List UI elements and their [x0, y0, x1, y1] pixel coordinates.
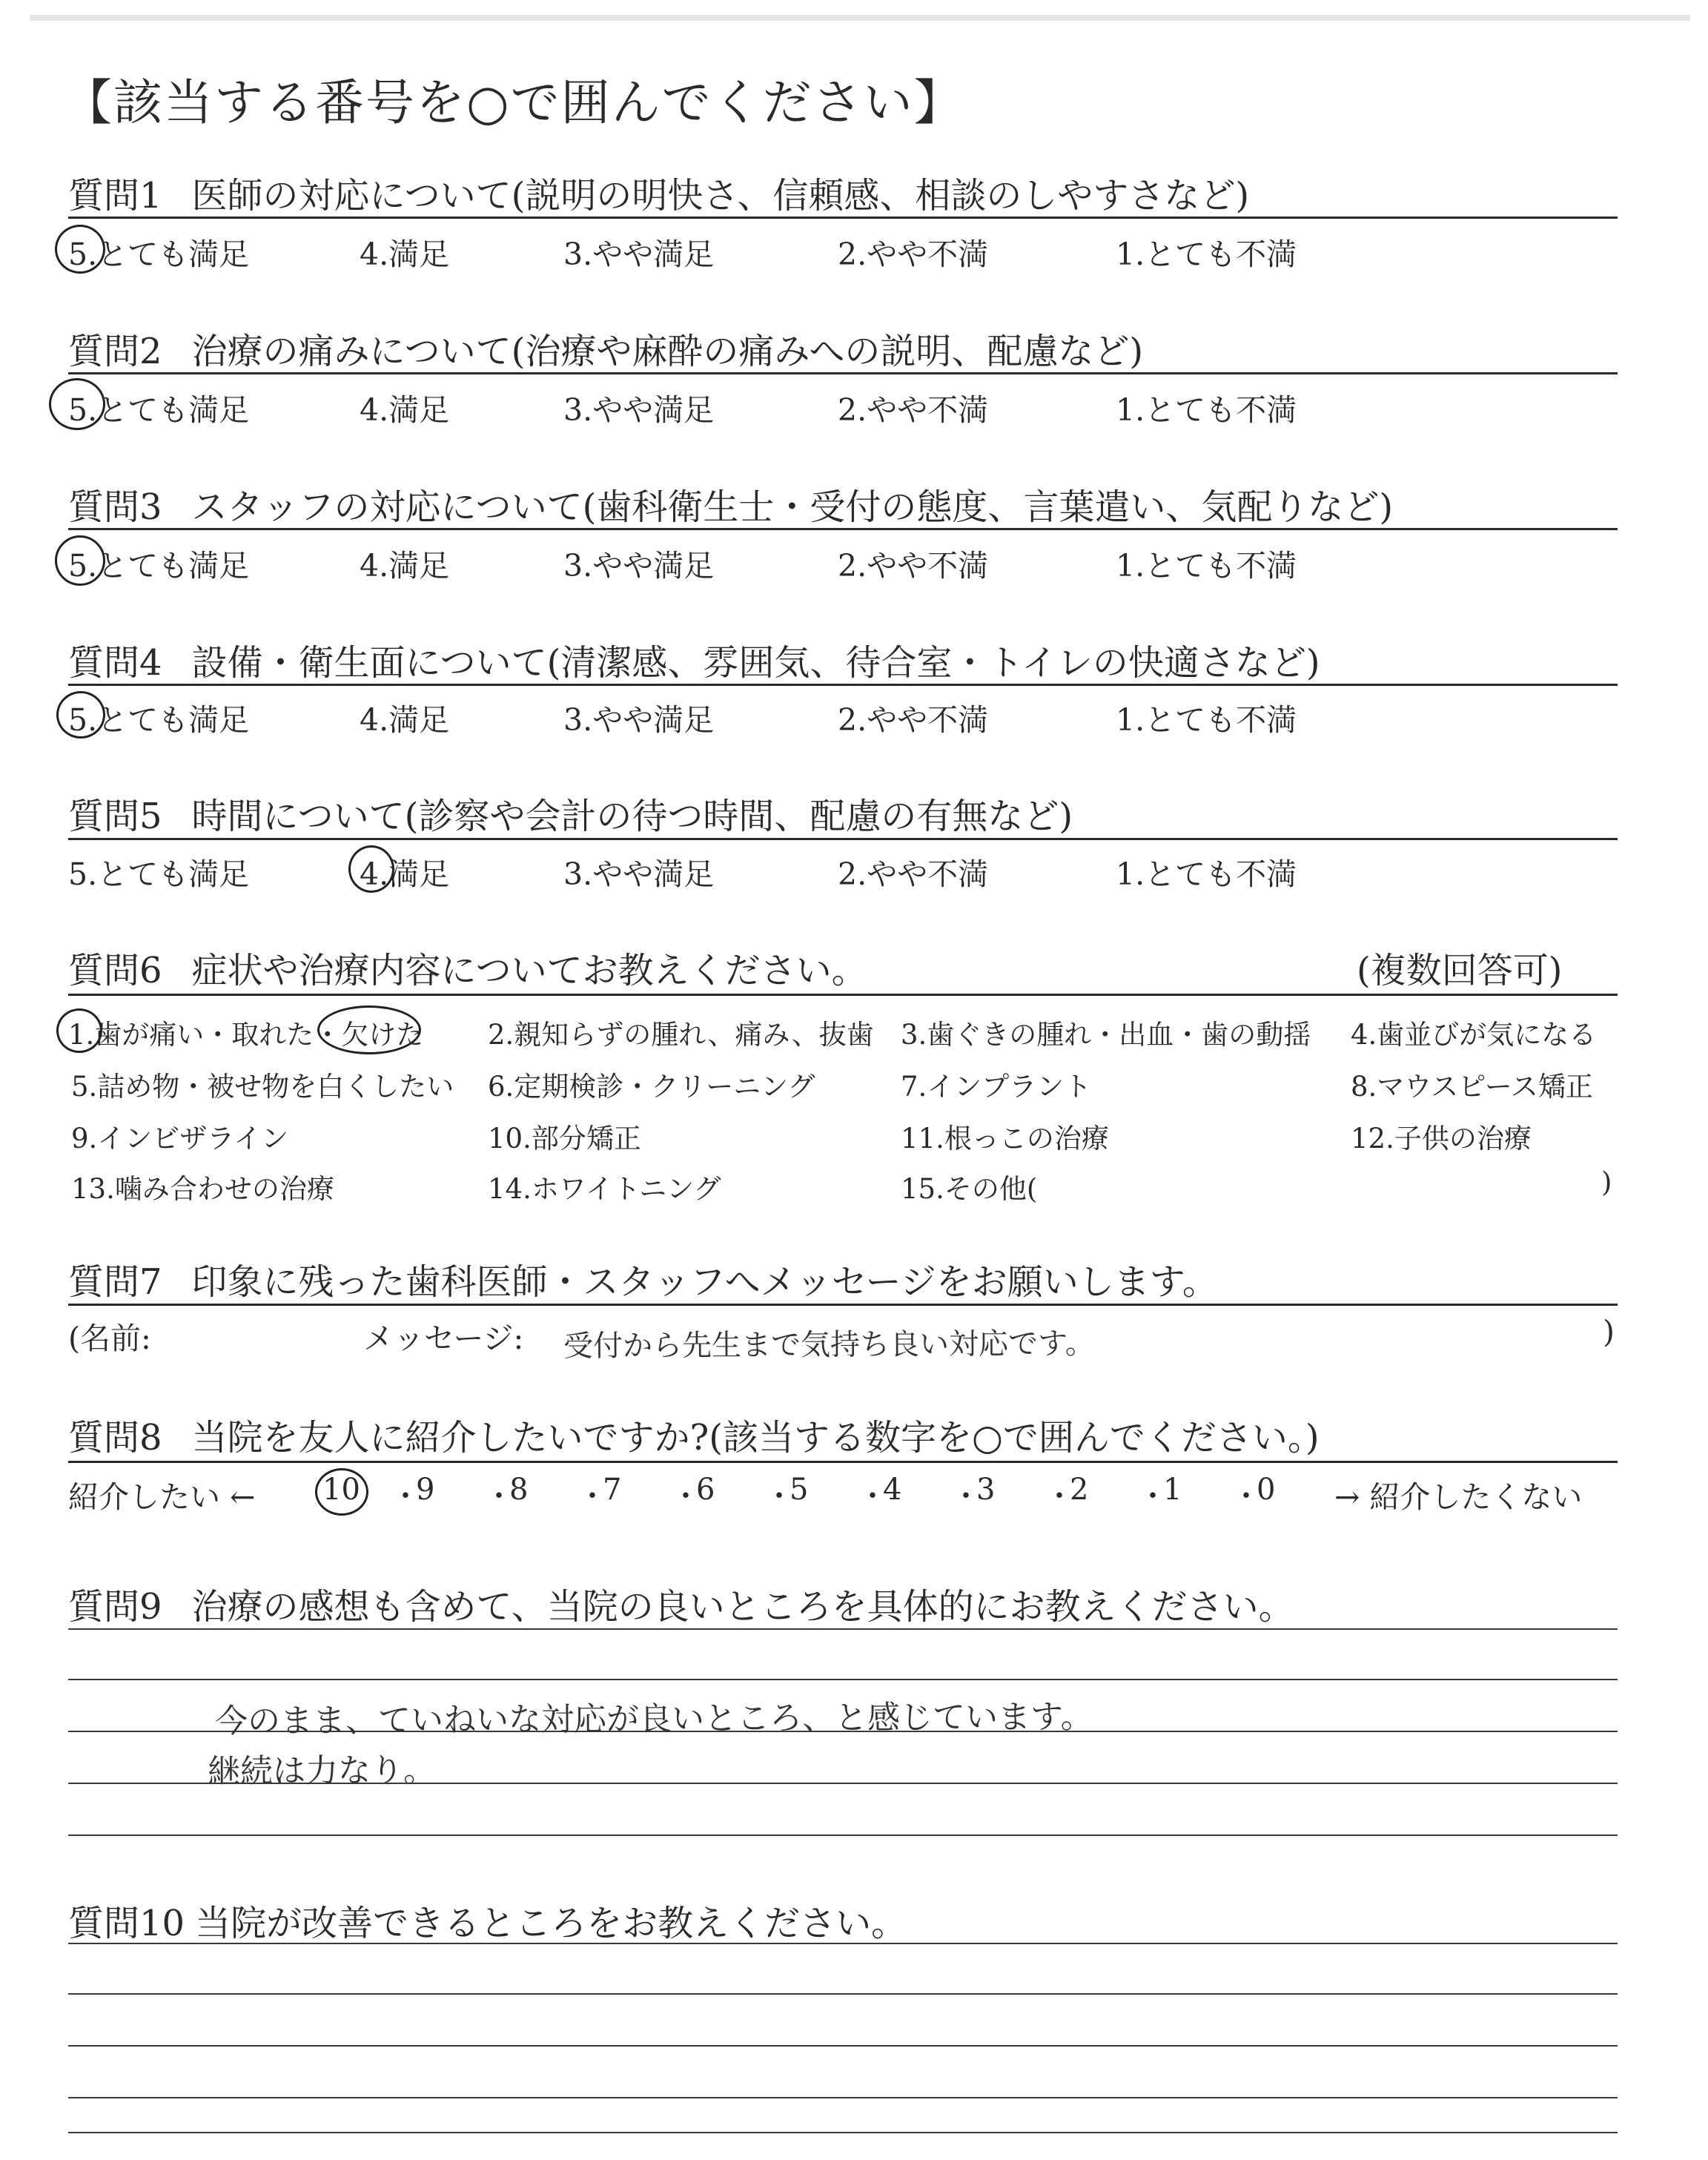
q8-right-label: → 紹介したくない	[1334, 1479, 1583, 1515]
question-rule	[68, 217, 1618, 219]
writing-line	[68, 1943, 1618, 1944]
writing-line	[68, 1834, 1618, 1836]
q6-option-9[interactable]: 9.インビザライン	[71, 1123, 289, 1155]
question-rule	[68, 684, 1618, 686]
q5-option-5[interactable]: 5.とても満足	[68, 856, 250, 892]
question-number: 質問3	[68, 486, 162, 528]
q2-option-1[interactable]: 1.とても不満	[1116, 392, 1297, 428]
question-10-title	[68, 1895, 907, 1946]
q3-selected-circle	[55, 535, 105, 586]
question-6-title	[68, 942, 867, 993]
question-number: 質問4	[68, 642, 162, 684]
question-4-title	[68, 634, 1320, 685]
q2-option-3[interactable]: 3.やや満足	[563, 392, 715, 428]
q7-close: )	[1603, 1314, 1615, 1350]
q8-scale-6[interactable]: 6	[696, 1473, 715, 1507]
question-rule	[68, 1461, 1618, 1463]
question-text: スタッフの対応について(歯科衛生士・受付の態度、言葉遣い、気配りなど)	[191, 486, 1394, 528]
question-text: 医師の対応について(説明の明快さ、信頼感、相談のしやすさなど)	[191, 175, 1250, 217]
q8-scale-dot: ・	[1138, 1479, 1168, 1513]
question-rule	[68, 1304, 1618, 1306]
q8-scale-2[interactable]: 2	[1070, 1473, 1089, 1507]
q7-name-label: (名前:	[68, 1321, 151, 1356]
question-9-title	[68, 1578, 1294, 1629]
question-1-title	[68, 167, 1249, 218]
q9-answer-line-2[interactable]: 継続は力なり。	[207, 1751, 437, 1791]
question-5-title	[68, 787, 1073, 839]
q8-scale-dot: ・	[577, 1479, 607, 1513]
q4-selected-circle	[56, 691, 105, 739]
q6-option-12[interactable]: 12.子供の治療	[1351, 1123, 1532, 1155]
q7-message-label: メッセージ:	[363, 1321, 524, 1356]
question-rule	[68, 994, 1618, 996]
q1-option-2[interactable]: 2.やや不満	[838, 237, 989, 272]
q2-option-4[interactable]: 4.満足	[360, 392, 450, 428]
q6-option-14[interactable]: 14.ホワイトニング	[488, 1173, 721, 1205]
q6-other-close: )	[1601, 1166, 1612, 1198]
question-text: 治療の感想も含めて、当院の良いところを具体的にお教えください。	[191, 1586, 1294, 1628]
writing-line	[68, 1679, 1618, 1680]
q2-option-5[interactable]: 5.とても満足	[68, 392, 250, 428]
question-text: 設備・衛生面について(清潔感、雰囲気、待合室・トイレの快適さなど)	[191, 642, 1320, 684]
q6-option-3[interactable]: 3.歯ぐきの腫れ・出血・歯の動揺	[901, 1019, 1311, 1051]
question-rule	[68, 372, 1618, 374]
question-number: 質問9	[68, 1586, 162, 1628]
q4-option-1[interactable]: 1.とても不満	[1116, 702, 1297, 738]
q5-option-3[interactable]: 3.やや満足	[563, 856, 715, 892]
writing-line	[68, 2045, 1618, 2047]
question-text: 当院が改善できるところをお教えください。	[195, 1903, 907, 1944]
q8-scale-1[interactable]: 1	[1163, 1473, 1182, 1507]
q1-option-4[interactable]: 4.満足	[360, 237, 450, 272]
question-7-title	[68, 1253, 1218, 1304]
question-number: 質問5	[68, 796, 162, 837]
q5-option-2[interactable]: 2.やや不満	[838, 856, 989, 892]
q6-option-13[interactable]: 13.噛み合わせの治療	[71, 1173, 334, 1205]
question-text: 当院を友人に紹介したいですか?(該当する数字を○で囲んでください。)	[191, 1417, 1320, 1459]
q6-option-1[interactable]: 1.歯が痛い・取れた・欠けた	[68, 1019, 424, 1051]
q5-option-1[interactable]: 1.とても不満	[1116, 856, 1297, 892]
q8-scale-dot: ・	[484, 1479, 514, 1513]
q6-option-8[interactable]: 8.マウスピース矯正	[1351, 1071, 1593, 1103]
q1-option-5[interactable]: 5.とても満足	[68, 237, 250, 272]
q6-option-15[interactable]: 15.その他(	[901, 1173, 1038, 1205]
question-number: 質問2	[68, 331, 162, 372]
q5-selected-circle	[348, 845, 394, 893]
question-text: 時間について(診察や会計の待つ時間、配慮の有無など)	[191, 796, 1073, 837]
q8-scale-4[interactable]: 4	[883, 1473, 902, 1507]
question-rule	[68, 838, 1618, 840]
q8-scale-dot: ・	[764, 1479, 794, 1513]
question-rule	[68, 528, 1618, 530]
question-number: 質問7	[68, 1261, 162, 1303]
scan-top-edge	[30, 15, 1690, 21]
q9-answer-line-1[interactable]: 今のまま、ていねいな対応が良いところ、と感じています。	[214, 1697, 1093, 1741]
q6-option-7[interactable]: 7.インプラント	[901, 1071, 1092, 1103]
q1-option-1[interactable]: 1.とても不満	[1116, 237, 1297, 272]
question-text: 治療の痛みについて(治療や麻酔の痛みへの説明、配慮など)	[191, 331, 1144, 372]
q8-scale-dot: ・	[1045, 1479, 1074, 1513]
q1-selected-circle	[55, 225, 105, 274]
q3-option-5[interactable]: 5.とても満足	[68, 548, 250, 584]
q6-option-10[interactable]: 10.部分矯正	[488, 1123, 641, 1155]
q6-selected-circle-kaketa	[317, 1005, 421, 1054]
question-2-title	[68, 323, 1143, 374]
q8-scale-dot: ・	[951, 1479, 981, 1513]
multiple-answer-note: (複数回答可)	[1357, 950, 1563, 991]
writing-line	[68, 2097, 1618, 2098]
q8-selected-circle	[315, 1468, 368, 1516]
q8-scale-7[interactable]: 7	[603, 1473, 622, 1507]
q8-scale-dot: ・	[671, 1479, 701, 1513]
q6-option-6[interactable]: 6.定期検診・クリーニング	[488, 1071, 815, 1103]
question-number: 質問10	[68, 1903, 185, 1944]
q4-option-2[interactable]: 2.やや不満	[838, 702, 989, 738]
q8-scale-8[interactable]: 8	[509, 1473, 529, 1507]
q8-scale-dot: ・	[858, 1479, 887, 1513]
question-8-title	[68, 1409, 1320, 1460]
q8-scale-0[interactable]: 0	[1257, 1473, 1276, 1507]
q3-option-2[interactable]: 2.やや不満	[838, 548, 989, 584]
writing-line	[68, 2132, 1618, 2133]
question-number: 質問6	[68, 950, 162, 991]
q8-scale-3[interactable]: 3	[976, 1473, 996, 1507]
q4-option-3[interactable]: 3.やや満足	[563, 702, 715, 738]
q6-option-2[interactable]: 2.親知らずの腫れ、痛み、抜歯	[488, 1019, 874, 1051]
q3-option-3[interactable]: 3.やや満足	[563, 548, 715, 584]
q8-scale-9[interactable]: 9	[416, 1473, 435, 1507]
q8-scale-5[interactable]: 5	[790, 1473, 809, 1507]
q6-selected-circle-1	[56, 1008, 102, 1053]
question-number: 質問1	[68, 175, 162, 217]
writing-line	[68, 1993, 1618, 1995]
q8-scale-dot: ・	[1231, 1479, 1261, 1513]
q8-left-label: 紹介したい ←	[68, 1479, 256, 1515]
question-number: 質問8	[68, 1417, 162, 1459]
q3-option-4[interactable]: 4.満足	[360, 548, 450, 584]
q7-message-handwritten[interactable]: 受付から先生まで気持ち良い対応です。	[563, 1327, 1095, 1364]
q6-option-4[interactable]: 4.歯並びが気になる	[1351, 1019, 1597, 1051]
form-header: 【該当する番号を○で囲んでください】	[63, 74, 964, 131]
q6-option-5[interactable]: 5.詰め物・被せ物を白くしたい	[71, 1071, 454, 1103]
question-text: 印象に残った歯科医師・スタッフへメッセージをお願いします。	[191, 1261, 1218, 1303]
q6-option-11[interactable]: 11.根っこの治療	[901, 1123, 1109, 1155]
q8-scale-10[interactable]: 10	[322, 1473, 360, 1507]
writing-line	[68, 1628, 1618, 1630]
q5-option-4[interactable]: 4.満足	[360, 856, 450, 892]
q3-option-1[interactable]: 1.とても不満	[1116, 548, 1297, 584]
q2-selected-circle	[49, 378, 105, 430]
question-3-title	[68, 478, 1393, 529]
q8-scale-dot: ・	[391, 1479, 420, 1513]
question-text: 症状や治療内容についてお教えください。	[191, 950, 867, 991]
q4-option-4[interactable]: 4.満足	[360, 702, 450, 738]
q4-option-5[interactable]: 5.とても満足	[68, 702, 250, 738]
q2-option-2[interactable]: 2.やや不満	[838, 392, 989, 428]
q1-option-3[interactable]: 3.やや満足	[563, 237, 715, 272]
